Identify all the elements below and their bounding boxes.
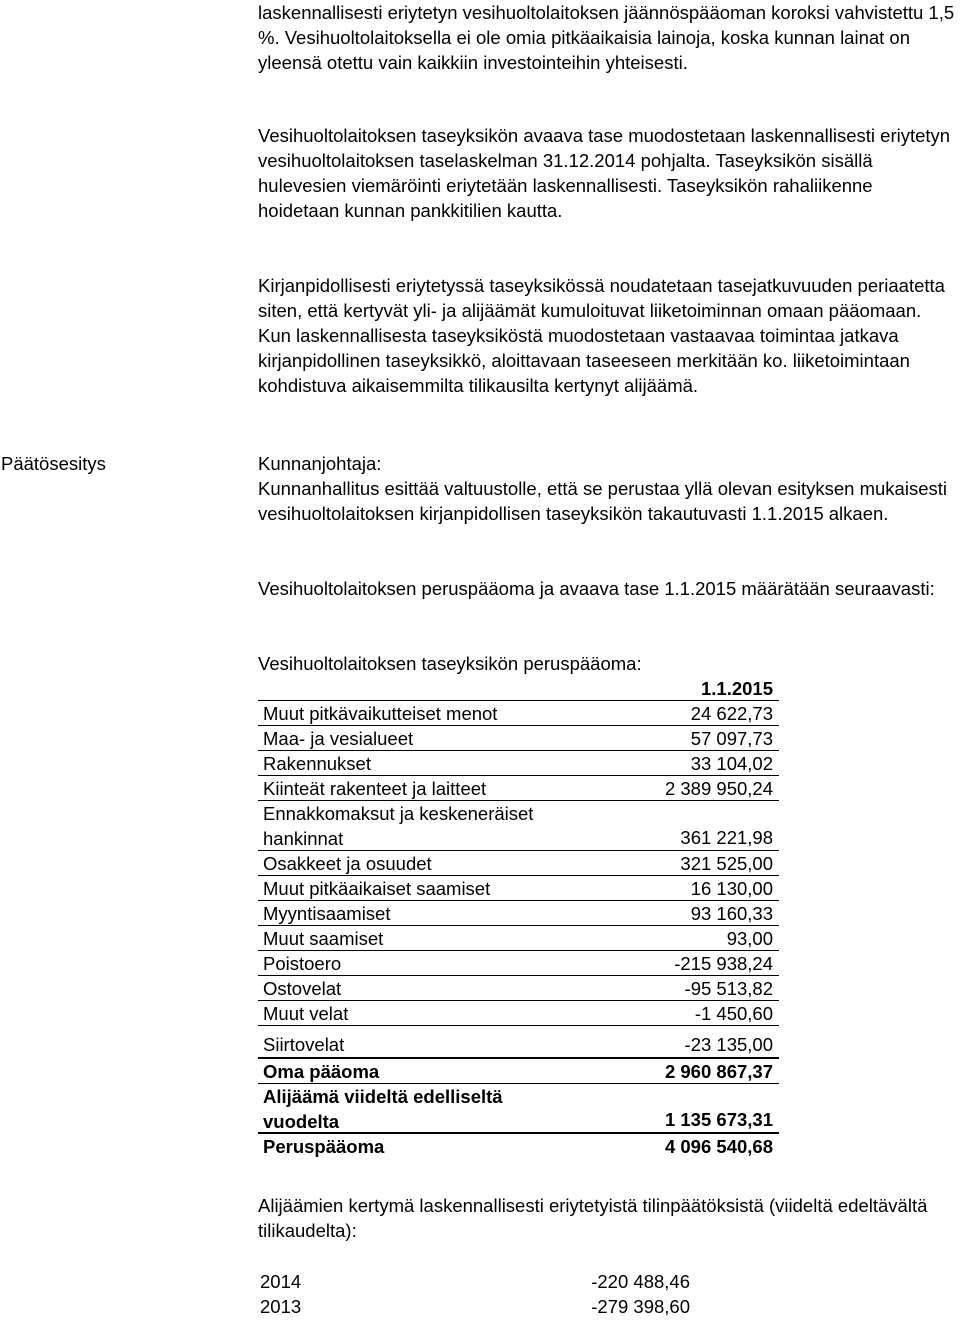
table-row: Poistoero -215 938,24 xyxy=(258,951,779,976)
paragraph-continuity: Kirjanpidollisesti eriytetyssä taseyksikössä noudatetaan tasejatkuvuuden periaatetta siten, että kertyvät yli- ja alijäämät kumuloituvat liiketoiminnan omaan pääomaan. Kun laskennallisesta taseyksiköstä muodostetaan vastaavaa toimintaa jatkava kirjanpidollinen taseyksikkö, aloittavaan taseeseen merkitään ko. liiketoimintaan kohdistuva aikaisemmilta tilikausilta kertynyt alijäämä. xyxy=(258,275,945,396)
table-row: Muut velat -1 450,60 xyxy=(258,1001,779,1026)
paragraph-capital-intro: Vesihuoltolaitoksen peruspääoma ja avaava tase 1.1.2015 määrätään seuraavasti: xyxy=(258,578,935,599)
proposal-text: Kunnanhallitus esittää valtuustolle, että se perustaa yllä olevan esityksen mukaisesti vesihuoltolaitoksen kirjanpidollisen taseyksikön takautuvasti 1.1.2015 alkaen. xyxy=(258,478,947,524)
table-row: Muut saamiset 93,00 xyxy=(258,926,779,951)
deficit-table xyxy=(260,1269,700,1319)
balance-table-title: Vesihuoltolaitoksen taseyksikön peruspääoma: xyxy=(258,653,642,674)
date-header: 1.1.2015 xyxy=(700,678,773,699)
table-row: 2014 -220 488,46 xyxy=(260,1271,690,1292)
proposal-block xyxy=(258,451,958,526)
section-label-paatosesitys: Päätösesitys xyxy=(1,453,106,474)
paragraph-interest: laskennallisesti eriytetyn vesihuoltolaitoksen jäännöspääoman koroksi vahvistettu 1,5 %. Vesihuoltolaitoksella ei ole omia pitkäaikaisia lainoja, koska kunnan lainat on yleensä otettu vain kaikkiin investointeihin yhteisesti. xyxy=(258,2,955,73)
paragraph-opening-balance: Vesihuoltolaitoksen taseyksikön avaava tase muodostetaan laskennallisesti eriytetyn vesihuoltolaitoksen taselaskelman 31.12.2014 pohjalta. Taseyksikön sisällä hulevesien viemäröinti eriytetään laskennallisesti. Taseyksikön rahaliikenne hoidetaan kunnan pankkitilien kautta. xyxy=(258,125,951,221)
table-row-total: Oma pääoma 2 960 867,37 xyxy=(258,1059,779,1084)
table-row: Ostovelat -95 513,82 xyxy=(258,976,779,1001)
table-row: Muut pitkäaikaiset saamiset 16 130,00 xyxy=(258,876,779,901)
table-row: Kiinteät rakenteet ja laitteet 2 389 950,24 xyxy=(258,776,779,801)
proposal-heading: Kunnanjohtaja: xyxy=(258,453,382,474)
table-row: 2013 -279 398,60 xyxy=(260,1296,690,1317)
balance-table xyxy=(258,676,779,1159)
paragraph-deficit-intro: Alijäämien kertymä laskennallisesti eriytetyistä tilinpäätöksistä (viideltä edeltävältä tilikaudelta): xyxy=(258,1195,928,1241)
table-row: Muut pitkävaikutteiset menot 24 622,73 xyxy=(258,701,779,726)
table-row: Maa- ja vesialueet 57 097,73 xyxy=(258,726,779,751)
table-row: Osakkeet ja osuudet 321 525,00 xyxy=(258,851,779,876)
table-row-capital: Peruspääoma 4 096 540,68 xyxy=(263,1136,773,1157)
table-row: Ennakkomaksut ja keskeneräiset hankinnat 361 221,98 xyxy=(258,801,779,851)
table-row: Myyntisaamiset 93 160,33 xyxy=(258,901,779,926)
balance-table-header xyxy=(258,676,779,701)
table-row-deficit: Alijäämä viideltä edelliseltä vuodelta 1 135 673,31 xyxy=(258,1084,779,1134)
table-row: Siirtovelat -23 135,00 xyxy=(258,1026,779,1059)
table-row: Rakennukset 33 104,02 xyxy=(258,751,779,776)
